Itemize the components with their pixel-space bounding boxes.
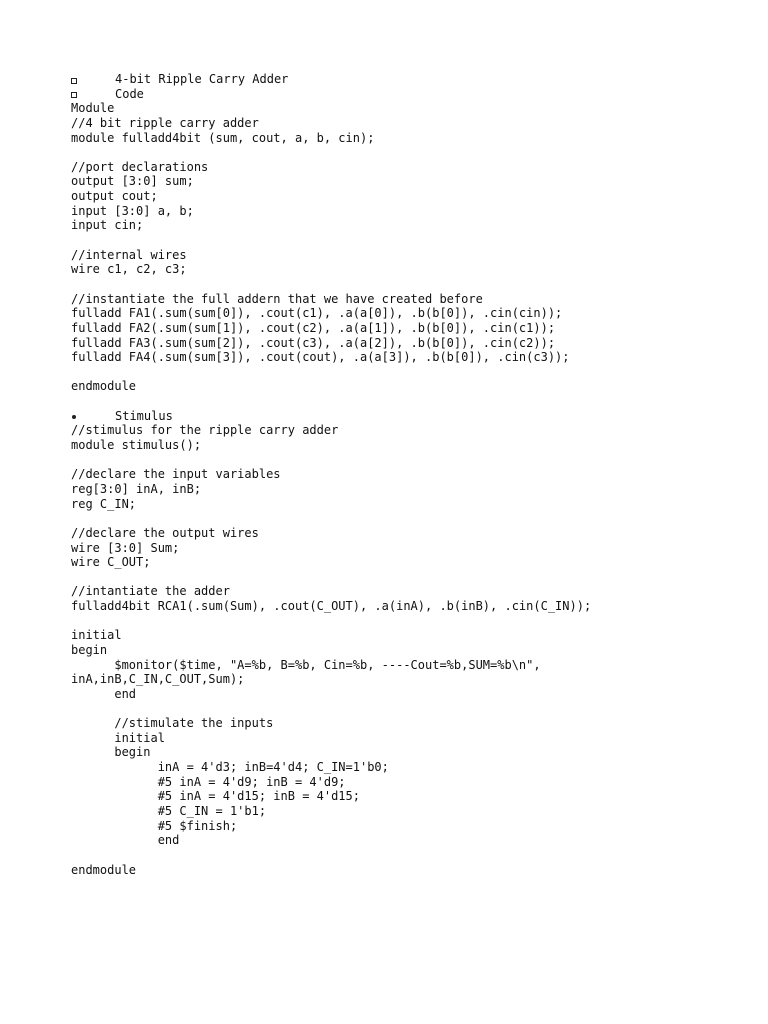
code-line: //stimulate the inputs [71, 716, 274, 731]
blank-line [71, 702, 591, 717]
code-line: $monitor($time, "A=%b, B=%b, Cin=%b, ----Cout=%b,SUM=%b\n", [71, 657, 541, 672]
code-line: //stimulus for the ripple carry adder [71, 423, 339, 438]
code-line: //intantiate the adder [71, 584, 230, 599]
stimulus-code-block [71, 423, 591, 877]
code-line: input [3:0] a, b; [71, 203, 194, 218]
code-line: #5 C_IN = 1'b1; [71, 804, 267, 819]
module-code-block [71, 101, 591, 408]
code-line: initial [71, 628, 122, 643]
blank-line [71, 145, 591, 160]
code-line: fulladd FA2(.sum(sum[1]), .cout(c2), .a(a[1]), .b(b[0]), .cin(c1)); [71, 320, 556, 335]
code-line: reg[3:0] inA, inB; [71, 481, 202, 496]
square-bullet-icon [71, 89, 115, 104]
code-line: module fulladd4bit (sum, cout, a, b, cin); [71, 130, 375, 145]
blank-line [71, 277, 591, 292]
code-line: begin [71, 745, 151, 760]
blank-line [71, 365, 591, 380]
code-line: endmodule [71, 862, 137, 877]
blank-line [71, 511, 591, 526]
code-line: wire c1, c2, c3; [71, 262, 187, 277]
code-line: wire [3:0] Sum; [71, 540, 180, 555]
blank-line [71, 394, 591, 409]
code-line: inA,inB,C_IN,C_OUT,Sum); [71, 672, 245, 687]
stimulus-heading-text: Stimulus [115, 408, 173, 423]
blank-line [71, 233, 591, 248]
code-line: fulladd4bit RCA1(.sum(Sum), .cout(C_OUT), .a(inA), .b(inB), .cin(C_IN)); [71, 599, 592, 614]
code-line: inA = 4'd3; inB=4'd4; C_IN=1'b0; [71, 760, 389, 775]
document-page [71, 72, 591, 877]
code-line: end [71, 833, 180, 848]
header-item-title [71, 72, 591, 87]
code-line: input cin; [71, 218, 144, 233]
blank-line [71, 614, 591, 629]
code-line: endmodule [71, 379, 137, 394]
code-line: #5 $finish; [71, 818, 238, 833]
code-line: output [3:0] sum; [71, 174, 194, 189]
code-line: //port declarations [71, 159, 209, 174]
code-line: #5 inA = 4'd9; inB = 4'd9; [71, 774, 346, 789]
code-line: wire C_OUT; [71, 555, 151, 570]
code-line: fulladd FA1(.sum(sum[0]), .cout(c1), .a(a[0]), .b(b[0]), .cin(cin)); [71, 306, 563, 321]
blank-line [71, 453, 591, 468]
code-line: end [71, 686, 137, 701]
code-line: fulladd FA4(.sum(sum[3]), .cout(cout), .a(a[3]), .b(b[0]), .cin(c3)); [71, 350, 570, 365]
header-item-code [71, 87, 591, 102]
header-code-text: Code [115, 86, 144, 101]
code-line: #5 inA = 4'd15; inB = 4'd15; [71, 789, 360, 804]
dot-bullet-icon [71, 411, 115, 426]
code-line: begin [71, 642, 108, 657]
code-line: Module [71, 101, 115, 116]
blank-line [71, 848, 591, 863]
code-line: initial [71, 730, 165, 745]
code-line: //instantiate the full addern that we have created before [71, 291, 483, 306]
header-title-text: 4-bit Ripple Carry Adder [115, 72, 289, 86]
code-line: //declare the output wires [71, 525, 259, 540]
code-line: output cout; [71, 189, 158, 204]
blank-line [71, 570, 591, 585]
code-line: module stimulus(); [71, 438, 202, 453]
code-line: //internal wires [71, 247, 187, 262]
code-line: //4 bit ripple carry adder [71, 115, 259, 130]
stimulus-heading [71, 409, 591, 424]
code-line: //declare the input variables [71, 467, 281, 482]
code-line: fulladd FA3(.sum(sum[2]), .cout(c3), .a(a[2]), .b(b[0]), .cin(c2)); [71, 335, 556, 350]
code-line: reg C_IN; [71, 496, 137, 511]
